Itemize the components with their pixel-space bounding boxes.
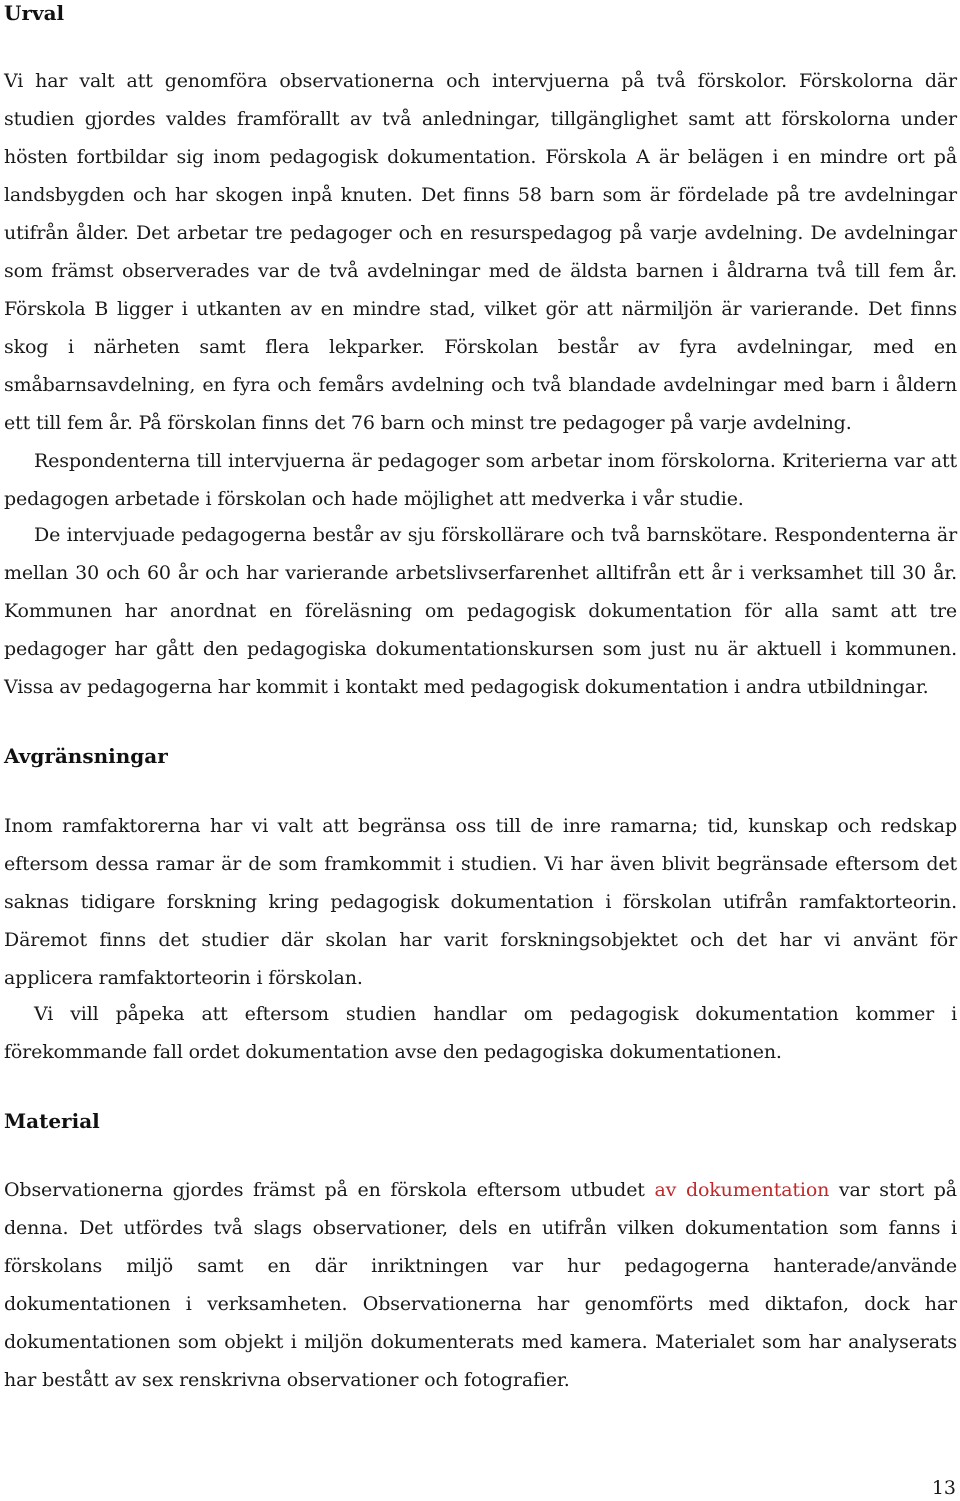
page-number: 13 <box>931 1477 956 1499</box>
avgransningar-paragraph-2: Vi vill påpeka att eftersom studien handlar om pedagogisk dokumentation kommer i förekommande fall ordet dokumentation avse den pedagogiska dokumentationen. <box>4 1003 957 1063</box>
urval-paragraph-1: Vi har valt att genomföra observationerna och intervjuerna på två förskolor. Förskolorna där studien gjordes valdes framförallt av två anledningar, tillgänglighet samt att förskolorna under hösten fortbildar sig inom pedagogisk dokumentation. Förskola A är belägen i en mindre ort på landsbygden och har skogen inpå knuten. Det finns 58 barn som är fördelade på tre avdelningar utifrån ålder. Det arbetar tre pedagoger och en resurspedagog på varje avdelning. De avdelningar som främst observerades var de två avdelningar med de äldsta barnen i åldrarna två till fem år. Förskola B ligger i utkanten av en mindre stad, vilket gör att närmiljön är varierande. Det finns skog i närheten samt flera lekparker. Förskolan består av fyra avdelningar, med en småbarnsavdelning, en fyra och femårs avdelning och två blandade avdelningar med barn i åldern ett till fem år. På förskolan finns det 76 barn och minst tre pedagoger på varje avdelning. <box>4 70 957 434</box>
urval-paragraph-3: De intervjuade pedagogerna består av sju förskollärare och två barnskötare. Respondenterna är mellan 30 och 60 år och har varierande arbetslivserfarenhet alltifrån ett år i verksamhet till 30 år. Kommunen har anordnat en föreläsning om pedagogisk dokumentation för alla samt att tre pedagoger har gått den pedagogiska dokumentationskursen som just nu är aktuell i kommunen. Vissa av pedagogerna har kommit i kontakt med pedagogisk dokumentation i andra utbildningar. <box>4 524 957 698</box>
material-text-end: var stort på denna. Det utfördes två slags observationer, dels en utifrån vilken dokumentation som fanns i förskolans miljö samt en där inriktningen var hur pedagogerna hanterade/använde dokumentationen i verksamheten. Observationerna har genomförts med diktafon, dock har dokumentationen som objekt i miljön dokumenterats med kamera. Materialet som har analyserats har bestått av sex renskrivna observationer och fotografier. <box>4 1179 957 1391</box>
section-heading-urval: Urval <box>4 1 65 25</box>
section-heading-avgransningar: Avgränsningar <box>4 744 168 768</box>
avgransningar-paragraph-1: Inom ramfaktorerna har vi valt att begränsa oss till de inre ramarna; tid, kunskap och redskap eftersom dessa ramar är de som framkommit i studien. Vi har även blivit begränsade eftersom det saknas tidigare forskning kring pedagogisk dokumentation i förskolan utifrån ramfaktorteorin. Däremot finns det studier där skolan har varit forskningsobjektet och det har vi använt för applicera ramfaktorteorin i förskolan. <box>4 815 957 989</box>
section-heading-material: Material <box>4 1109 100 1133</box>
highlighted-text: av dokumentation <box>654 1179 830 1201</box>
urval-paragraph-2: Respondenterna till intervjuerna är pedagoger som arbetar inom förskolorna. Kriterierna var att pedagogen arbetade i förskolan och hade möjlighet att medverka i vår studie. <box>4 450 957 510</box>
material-text-start: Observationerna gjordes främst på en förskola eftersom utbudet <box>4 1179 655 1201</box>
material-paragraph-1 <box>4 1171 957 1399</box>
